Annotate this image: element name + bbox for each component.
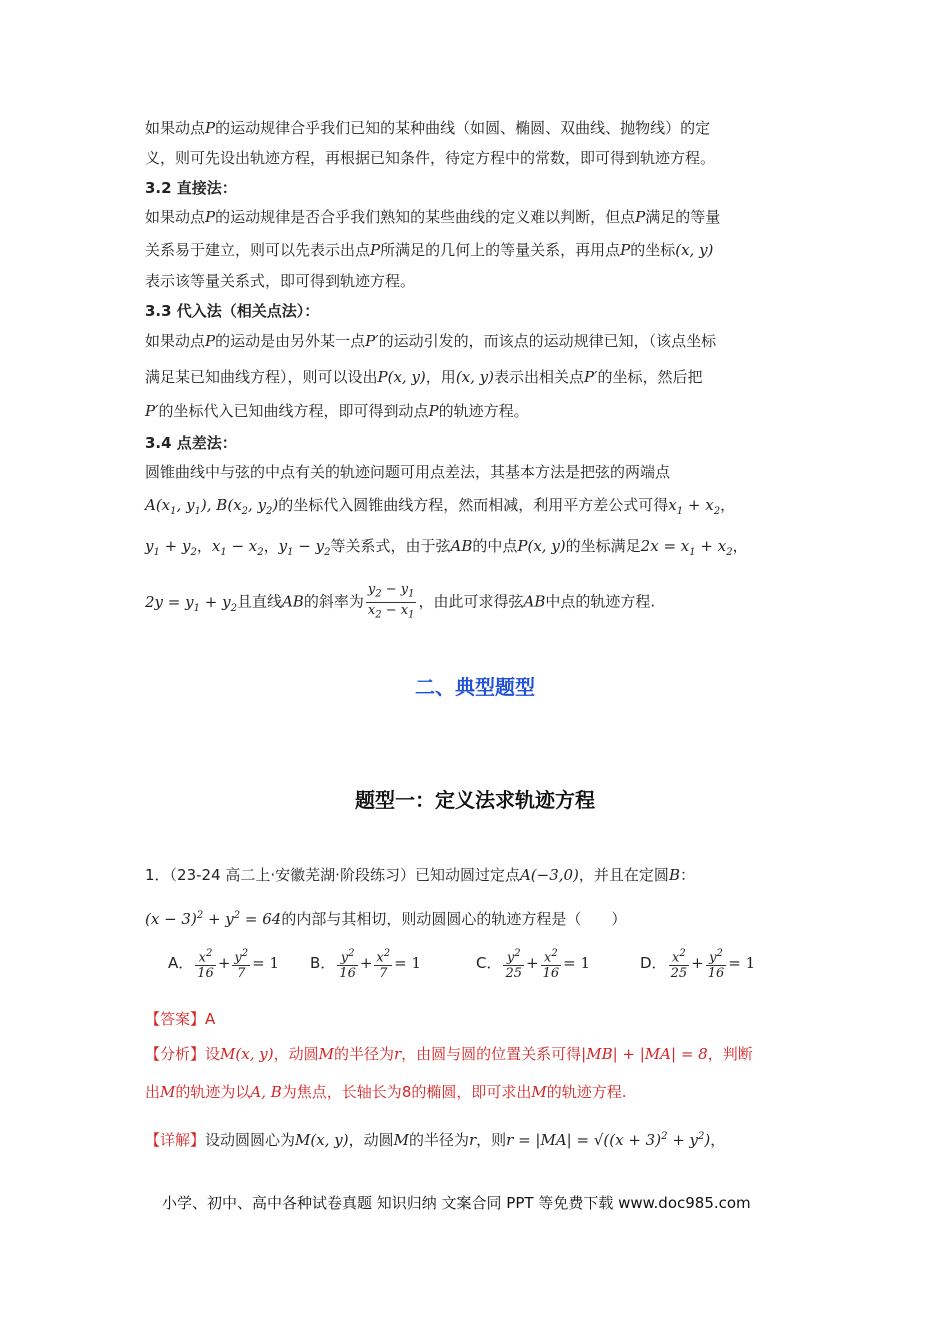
s32-line2: 关系易于建立，则可以先表示出点P所满足的几何上的等量关系，再用点P的坐标(x, y) bbox=[145, 241, 714, 259]
s33-line3: P′的坐标代入已知曲线方程，即可得到动点P的轨迹方程。 bbox=[145, 402, 529, 420]
s32-title: 3.2 直接法： bbox=[145, 179, 237, 197]
s32-line1: 如果动点P的运动规律是否合乎我们熟知的某些曲线的定义难以判断，但点P满足的等量 bbox=[145, 208, 721, 226]
question-1-stem: 1．（23-24 高二上·安徽芜湖·阶段练习）已知动圆过定点A(−3,0)，并且在定圆B： bbox=[145, 866, 695, 884]
page-footer: 小学、初中、高中各种试卷真题 知识归纳 文案合同 PPT 等免费下载 www.doc985.com bbox=[162, 1194, 751, 1212]
option-a[interactable]: A． $\frac{x^2}{16}$ + $\frac{y^2}{7}$ = 1 bbox=[168, 948, 280, 982]
s34-line2: $A(x_1$, $y_1$), $B(x_2$, $y_2$)的坐标代入圆锥曲线方程，然而相减，利用平方差公式可得$x_1 + x_2$， bbox=[145, 496, 736, 517]
s33-line1: 如果动点P的运动是由另外某一点P′的运动引发的，而该点的运动规律已知，（该点坐标 bbox=[145, 332, 717, 350]
section-title: 二、典型题型 bbox=[415, 675, 535, 699]
s34-line4: $2y = y_1 + y_2$且直线AB的斜率为 $\frac{y_2 - y_1}{x_2 - x_1}$ ，由此可求得弦AB中点的轨迹方程. bbox=[145, 582, 656, 621]
s31-line2: 义，则可先设出轨迹方程，再根据已知条件，待定方程中的常数，即可得到轨迹方程。 bbox=[145, 149, 716, 167]
option-c[interactable]: C． $\frac{y^2}{25}$ + $\frac{x^2}{16}$ = 1 bbox=[476, 948, 591, 982]
option-b[interactable]: B． $\frac{y^2}{16}$ + $\frac{x^2}{7}$ = 1 bbox=[310, 948, 422, 982]
detail-line1: 【详解】设动圆圆心为M(x, y)，动圆M的半径为r，则$r = |MA| = √((x + 3)^2 + y^2)$， bbox=[145, 1131, 726, 1149]
analysis-line2: 出M的轨迹为以A, B为焦点，长轴长为8的椭圆，即可求出M的轨迹方程. bbox=[145, 1083, 627, 1101]
type-title: 题型一：定义法求轨迹方程 bbox=[355, 788, 595, 812]
s31-line1: 如果动点P的运动规律合乎我们已知的某种曲线（如圆、椭圆、双曲线、抛物线）的定 bbox=[145, 119, 711, 137]
s33-title: 3.3 代入法（相关点法）： bbox=[145, 302, 320, 320]
slope-fraction: $\frac{y_2 - y_1}{x_2 - x_1}$ bbox=[367, 582, 415, 621]
s34-line3: $y_1 + y_2$，$x_1 - x_2$，$y_1 - y_2$等关系式，由于弦AB的中点P(x, y)的坐标满足$2x = x_1 + x_2$， bbox=[145, 537, 748, 558]
s32-line3: 表示该等量关系式，即可得到轨迹方程。 bbox=[145, 272, 416, 290]
analysis-line1: 【分析】设M(x, y)，动圆M的半径为r，由圆与圆的位置关系可得|MB| + |MA| = 8，判断 bbox=[145, 1045, 753, 1063]
question-1-stem-2: $(x - 3)^2 + y^2 = 64$的内部与其相切，则动圆圆心的轨迹方程是（ ） bbox=[145, 910, 627, 928]
s34-title: 3.4 点差法： bbox=[145, 434, 237, 452]
s33-line2: 满足某已知曲线方程），则可以设出P(x, y)，用(x, y)表示出相关点P′的坐标，然后把 bbox=[145, 368, 703, 386]
option-d[interactable]: D． $\frac{x^2}{25}$ + $\frac{y^2}{16}$ = 1 bbox=[640, 948, 756, 982]
answer-line: 【答案】A bbox=[145, 1010, 216, 1028]
s34-line1: 圆锥曲线中与弦的中点有关的轨迹问题可用点差法，其基本方法是把弦的两端点 bbox=[145, 463, 671, 481]
